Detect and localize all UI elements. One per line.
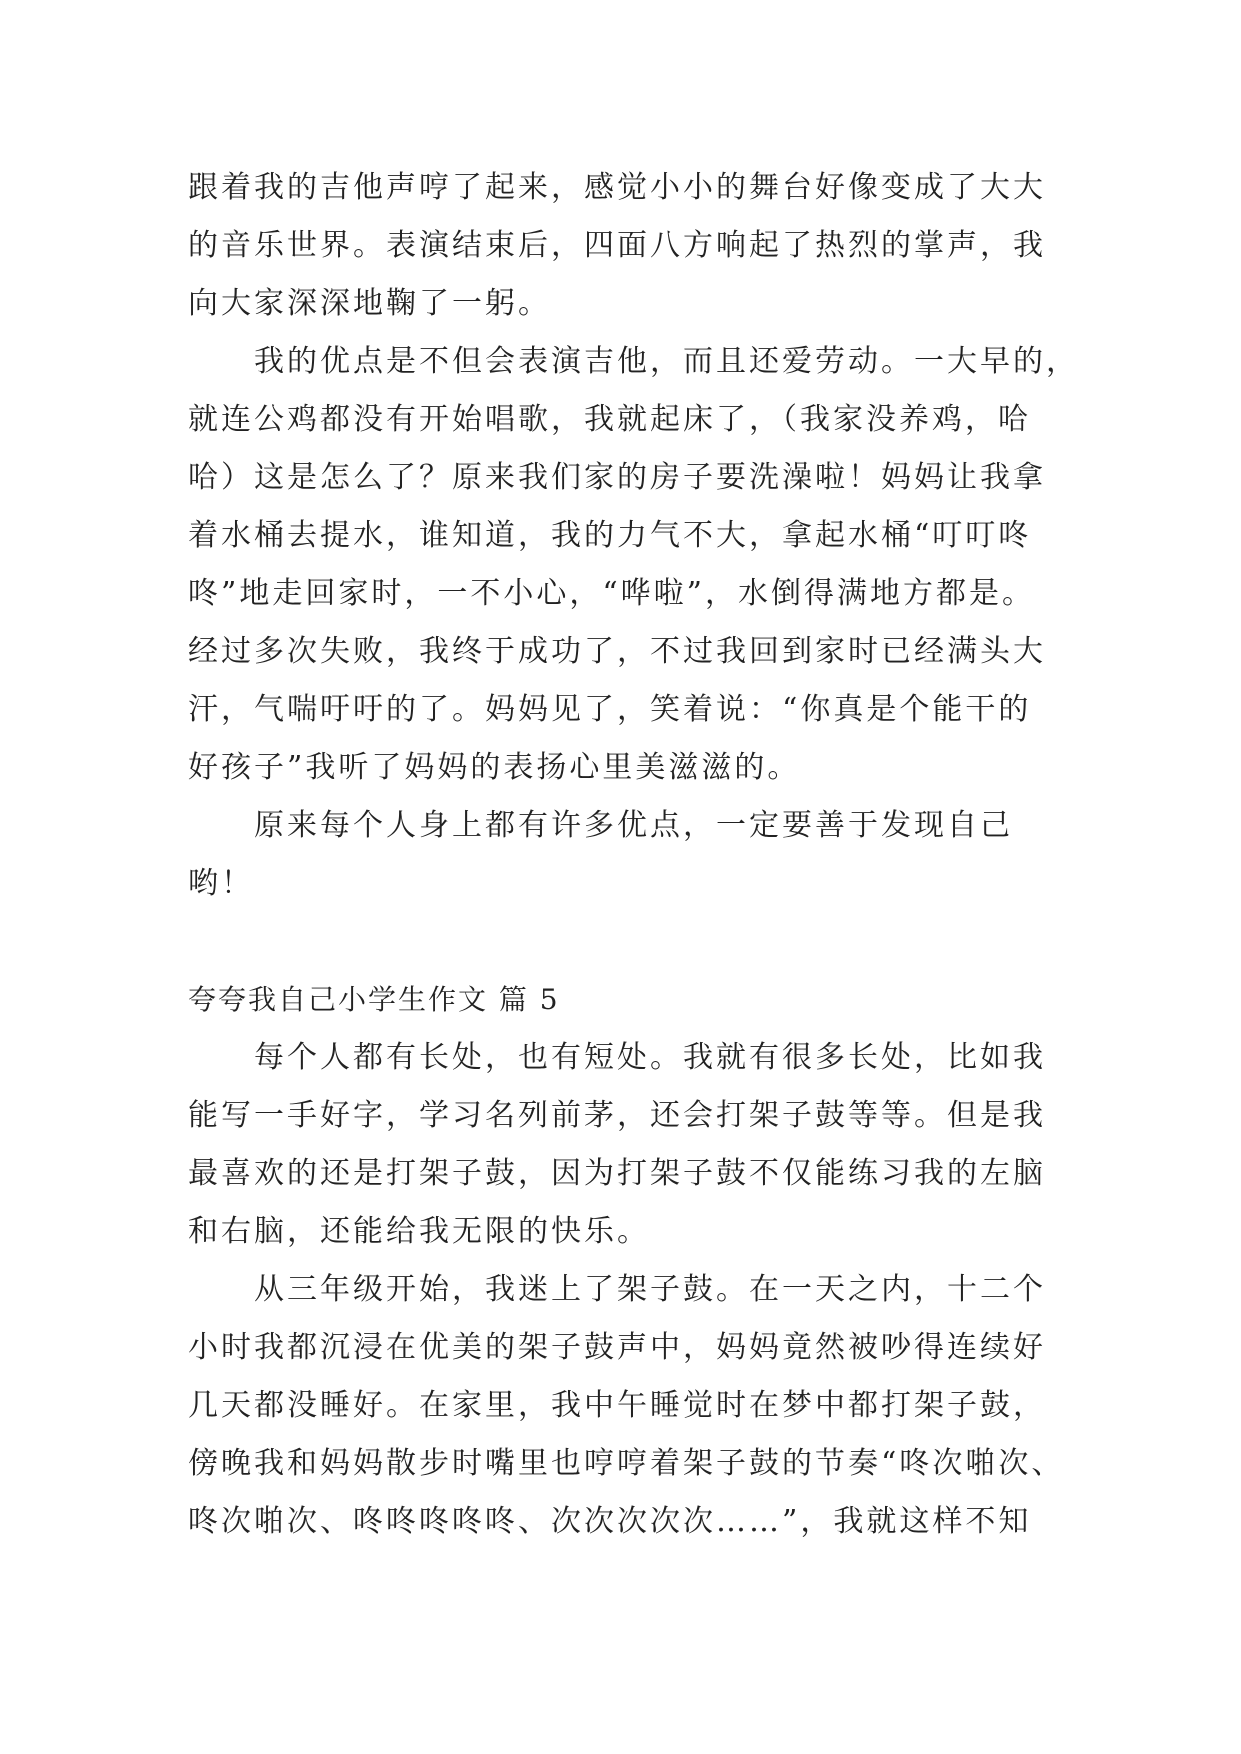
text-line: 几天都没睡好。在家里，我中午睡觉时在梦中都打架子鼓，	[188, 1388, 1046, 1423]
text-line: 原来每个人身上都有许多优点，一定要善于发现自己	[254, 808, 1013, 843]
text-line: 最喜欢的还是打架子鼓，因为打架子鼓不仅能练习我的左脑	[188, 1156, 1046, 1191]
text-line: 就连公鸡都没有开始唱歌，我就起床了，（我家没养鸡，哈	[188, 402, 1031, 437]
section-heading: 夸夸我自己小学生作文 篇 5	[188, 983, 560, 1016]
text-line: 跟着我的吉他声哼了起来，感觉小小的舞台好像变成了大大	[188, 170, 1046, 205]
text-line: 咚”地走回家时，一不小心，“哗啦”，水倒得满地方都是。	[188, 576, 1036, 611]
paragraph	[188, 1029, 1053, 1261]
text-line: 和右脑，还能给我无限的快乐。	[188, 1214, 650, 1249]
text-line: 汗，气喘吁吁的了。妈妈见了，笑着说：“你真是个能干的	[188, 692, 1032, 727]
text-line: 小时我都沉浸在优美的架子鼓声中，妈妈竟然被吵得连续好	[188, 1330, 1046, 1365]
essay-5-section	[188, 971, 1065, 1551]
text-line: 经过多次失败，我终于成功了，不过我回到家时已经满头大	[188, 634, 1046, 669]
essay-continuation-section	[188, 159, 1079, 913]
text-line: 我的优点是不但会表演吉他，而且还爱劳动。一大早的，	[254, 344, 1079, 379]
text-line: 傍晚我和妈妈散步时嘴里也哼哼着架子鼓的节奏“咚次啪次、	[188, 1446, 1065, 1481]
text-line: 每个人都有长处，也有短处。我就有很多长处，比如我	[254, 1040, 1046, 1075]
text-line: 的音乐世界。表演结束后，四面八方响起了热烈的掌声，我	[188, 228, 1046, 263]
text-line: 咚次啪次、咚咚咚咚咚、次次次次次……”，我就这样不知	[188, 1504, 1032, 1539]
paragraph	[188, 333, 1079, 797]
text-line: 哈）这是怎么了？原来我们家的房子要洗澡啦！妈妈让我拿	[188, 460, 1046, 495]
text-line: 能写一手好字，学习名列前茅，还会打架子鼓等等。但是我	[188, 1098, 1046, 1133]
paragraph	[188, 1261, 1065, 1551]
paragraph	[188, 159, 1053, 333]
text-line: 向大家深深地鞠了一躬。	[188, 286, 551, 321]
paragraph	[188, 797, 1053, 913]
text-line: 着水桶去提水，谁知道，我的力气不大，拿起水桶“叮叮咚	[188, 518, 1032, 553]
text-line: 好孩子”我听了妈妈的表扬心里美滋滋的。	[188, 750, 801, 785]
text-line: 从三年级开始，我迷上了架子鼓。在一天之内，十二个	[254, 1272, 1046, 1307]
text-line: 哟！	[188, 866, 254, 901]
